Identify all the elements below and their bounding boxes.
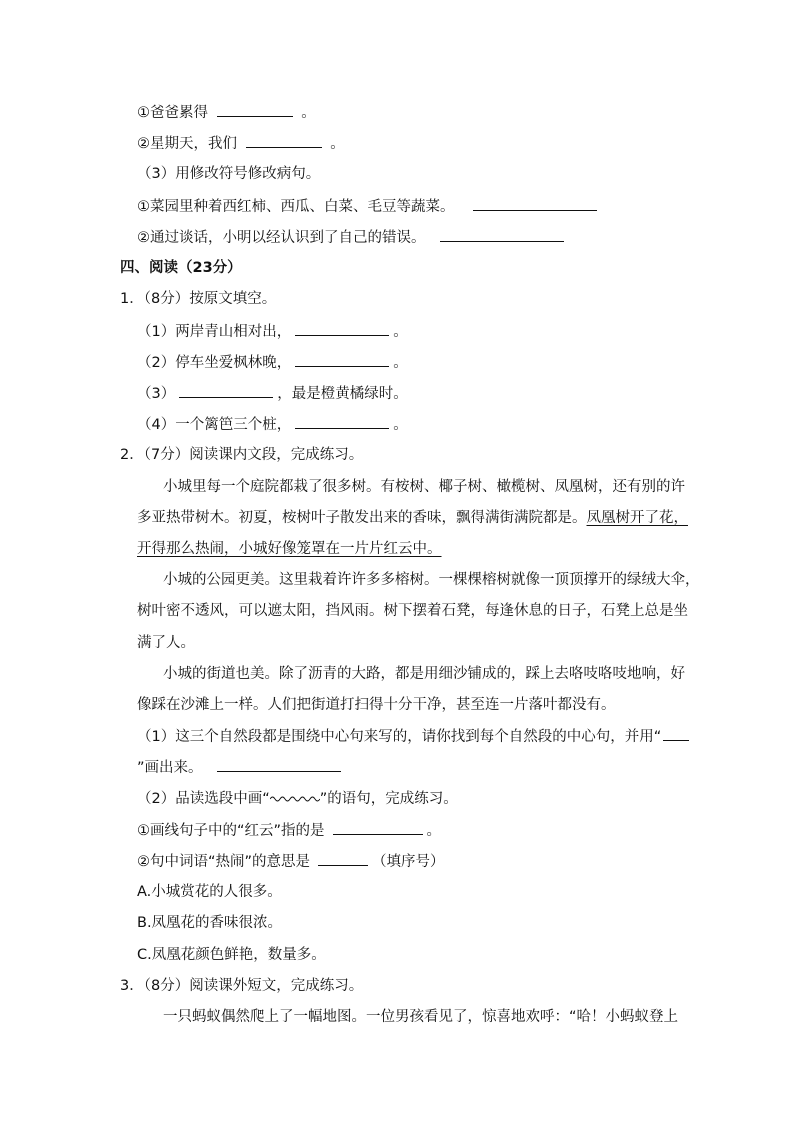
answer-blank[interactable]: [295, 352, 389, 367]
q1-item-3-suffix: ，最是橙黄橘绿时。: [277, 386, 408, 402]
q2-item-1-suffix: 。: [301, 105, 316, 121]
q1-item-4-suffix: 。: [393, 417, 408, 433]
q2-sub1-text-2: ”画出来。: [137, 760, 203, 776]
q3-item-2: [137, 227, 568, 248]
option-b: B.凤凰花的香味很浓。: [137, 915, 283, 931]
q1-item-2-prefix: （2）停车坐爱枫林晚，: [137, 355, 292, 371]
q1-item-4-prefix: （4）一个篱笆三个桩，: [137, 417, 292, 433]
passage-para1-line2: [137, 508, 688, 528]
underlined-sentence: 开得那么热闹，小城好像笼罩在一片片红云中。: [137, 541, 442, 557]
passage-para3-line1: 小城的街道也美。除了沥青的大路，都是用细沙铺成的，踩上去咯吱咯吱地响，好: [163, 666, 685, 682]
answer-blank[interactable]: [217, 757, 341, 772]
wavy-line-icon: [270, 794, 320, 804]
answer-blank[interactable]: [179, 383, 273, 398]
q3-item-1: [137, 196, 601, 217]
q1-item-4: [137, 414, 408, 435]
q2-item-1-prefix: ①爸爸累得: [137, 105, 208, 121]
answer-blank[interactable]: [440, 227, 564, 242]
q2-sub2-item-2-prefix: ②句中词语“热闹”的意思是: [137, 854, 311, 870]
q2-sub1-line1: [137, 726, 693, 747]
q2-sub2-item-1-prefix: ①画线句子中的“红云”指的是: [137, 823, 325, 839]
q2-item-2-prefix: ②星期天，我们: [137, 136, 237, 152]
q2-sub2-item-1: [137, 820, 441, 841]
q2-item-1: [137, 102, 316, 123]
passage-text: 多亚热带树木。初夏，桉树叶子散发出来的香味，飘得满街满院都是。: [137, 510, 587, 526]
q2-sub2-title: [137, 789, 458, 809]
option-c: C.凤凰花颜色鲜艳，数量多。: [137, 947, 326, 963]
answer-blank[interactable]: [246, 133, 322, 148]
q2-sub1-line2: [137, 757, 345, 778]
q2-sub1-text: （1）这三个自然段都是围绕中心句来写的，请你找到每个自然段的中心句，并用“: [137, 729, 662, 745]
q2-sub2-item-2: [137, 851, 445, 872]
q1-item-1-prefix: （1）两岸青山相对出，: [137, 324, 292, 340]
q2-item-2: [137, 133, 345, 154]
q3-title: （3）用修改符号修改病句。: [137, 166, 321, 182]
q2-sub2-suffix: ”的语句，完成练习。: [319, 791, 458, 807]
q2-sub2-item-2-suffix: （填序号）: [372, 854, 445, 870]
answer-blank[interactable]: [295, 414, 389, 429]
q1-title: 1．（8分）按原文填空。: [120, 291, 277, 307]
q1-item-1: [137, 321, 408, 342]
q1-item-1-suffix: 。: [393, 324, 408, 340]
answer-blank[interactable]: [217, 102, 293, 117]
answer-blank[interactable]: [333, 820, 423, 835]
section-title-reading: 四、阅读（23分）: [120, 260, 242, 276]
q3-item-2-text: ②通过谈话，小明以经认识到了自己的错误。: [137, 230, 426, 246]
passage-para2-line3: 满了人。: [137, 635, 195, 651]
answer-blank[interactable]: [318, 851, 368, 866]
q1-item-2: [137, 352, 408, 373]
passage2-para1-line1: 一只蚂蚁偶然爬上了一幅地图。一位男孩看见了，惊喜地欢呼：“哈！小蚂蚁登上: [163, 1009, 679, 1025]
option-a: A.小城赏花的人很多。: [137, 884, 282, 900]
answer-blank[interactable]: [295, 321, 389, 336]
underline-sample: [663, 726, 689, 741]
passage-para1-line1: 小城里每一个庭院都栽了很多树。有桉树、椰子树、橄榄树、凤凰树，还有别的许: [163, 479, 685, 495]
q3-item-1-text: ①菜园里种着西红柿、西瓜、白菜、毛豆等蔬菜。: [137, 199, 455, 215]
q1-item-3: [137, 383, 408, 404]
q2-sub2-item-1-suffix: 。: [426, 823, 442, 839]
passage-para1-line3: [137, 539, 442, 559]
passage-para2-line1: 小城的公园更美。这里栽着许许多多榕树。一棵棵榕树就像一顶顶撑开的绿绒大伞，: [163, 572, 700, 588]
passage-para3-line2: 像踩在沙滩上一样。人们把街道打扫得十分干净，甚至连一片落叶都没有。: [137, 697, 616, 713]
q1-item-3-prefix: （3）: [137, 386, 176, 402]
q2-title: 2．（7分）阅读课内文段，完成练习。: [120, 447, 364, 463]
passage-para2-line2: 树叶密不透风，可以遮太阳，挡风雨。树下摆着石凳，每逢休息的日子，石凳上总是坐: [137, 603, 688, 619]
q2-item-2-suffix: 。: [330, 136, 345, 152]
q1-item-2-suffix: 。: [393, 355, 408, 371]
q2-sub2-prefix: （2）品读选段中画“: [137, 791, 270, 807]
q3-reading-title: 3．（8分）阅读课外短文，完成练习。: [120, 978, 364, 994]
underlined-sentence: 凤凰树开了花，: [586, 510, 688, 526]
answer-blank[interactable]: [473, 196, 597, 211]
